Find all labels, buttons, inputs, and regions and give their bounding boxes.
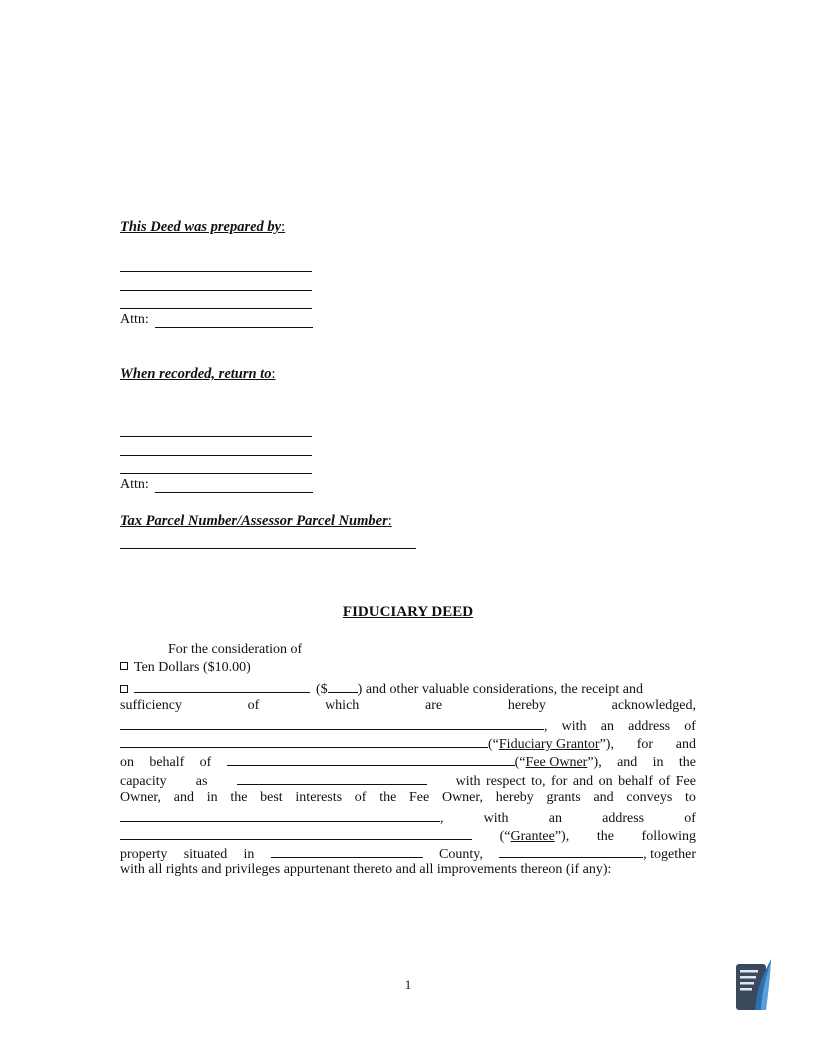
word: conveys	[626, 790, 673, 805]
word: in	[243, 847, 255, 862]
grantee-address-field[interactable]	[120, 826, 472, 840]
word: behalf	[149, 755, 185, 770]
document-title: FIDUCIARY DEED	[342, 604, 474, 620]
option-ten-dollars-label: Ten Dollars ($10.00)	[134, 660, 251, 675]
word: property	[120, 847, 168, 862]
fee-owner-field[interactable]	[227, 752, 515, 766]
word: the	[678, 755, 696, 770]
prepared-by-line-3[interactable]	[120, 308, 312, 309]
paragraph-line-6	[120, 771, 696, 789]
word: in	[206, 790, 218, 805]
paragraph-line-10	[120, 844, 696, 862]
attn-field[interactable]	[155, 314, 313, 328]
comma: ,	[440, 811, 444, 826]
word: for	[636, 737, 654, 752]
word: interests	[295, 790, 343, 805]
word: hereby	[507, 698, 546, 713]
other-amount-field[interactable]	[134, 679, 310, 693]
word: of	[354, 790, 367, 805]
paragraph-line-4	[120, 734, 696, 752]
word: the	[230, 790, 248, 805]
word: which	[325, 698, 360, 713]
comma: ,	[544, 719, 548, 734]
attn-field[interactable]	[155, 479, 313, 493]
word: situated	[183, 847, 228, 862]
paragraph-line-2	[120, 697, 696, 715]
quote-open: (“	[514, 755, 526, 770]
return-to-line-2[interactable]	[120, 455, 312, 456]
word: the	[379, 790, 397, 805]
word: with	[483, 811, 509, 826]
prepared-by-heading: This Deed was prepared by:	[120, 219, 286, 235]
word: of	[684, 719, 696, 734]
word: County,	[439, 847, 483, 862]
checkbox-other-amount[interactable]	[120, 685, 128, 693]
quote-close: ”),	[554, 829, 570, 844]
word: acknowledged,	[611, 698, 696, 713]
option-ten-dollars[interactable]	[120, 660, 251, 676]
document-logo-icon	[735, 958, 773, 1012]
grantee-name-field[interactable]	[120, 808, 440, 822]
line6-text: with respect to, for and on behalf of Fee	[455, 774, 696, 789]
return-to-line-3[interactable]	[120, 473, 312, 474]
word: and	[675, 737, 696, 752]
fiduciary-name-field[interactable]	[120, 716, 544, 730]
word: grants	[546, 790, 581, 805]
word: as	[195, 774, 208, 789]
word: hereby	[495, 790, 534, 805]
capacity-field[interactable]	[237, 771, 427, 785]
word: the	[596, 829, 614, 844]
word: address	[602, 811, 645, 826]
paragraph-line-7	[120, 789, 696, 807]
term-fiduciary-grantor: Fiduciary Grantor	[498, 737, 600, 752]
word: of	[684, 811, 696, 826]
word: an	[600, 719, 614, 734]
return-to-attn[interactable]	[120, 477, 313, 493]
paragraph-line-11: with all rights and privileges appurtenant thereto and all improvements thereon (if any):	[120, 862, 612, 877]
word: Owner,	[441, 790, 483, 805]
quote-open: (“	[499, 829, 511, 844]
dollar-amount-field[interactable]	[328, 679, 358, 693]
word: capacity	[120, 774, 167, 789]
word: sufficiency	[120, 698, 182, 713]
quote-close: ”),	[587, 755, 602, 770]
tax-parcel-heading: Tax Parcel Number/Assessor Parcel Number:	[120, 513, 392, 529]
word: address	[628, 719, 671, 734]
word: Fee	[409, 790, 430, 805]
state-field[interactable]	[499, 844, 643, 858]
word: with	[561, 719, 587, 734]
word: following	[641, 829, 696, 844]
quote-open: (“	[488, 737, 499, 752]
county-field[interactable]	[271, 844, 423, 858]
word: best	[260, 790, 283, 805]
term-grantee: Grantee	[510, 829, 555, 844]
line1-text: ) and other valuable considerations, the receipt and	[357, 682, 644, 697]
fiduciary-address-field[interactable]	[120, 734, 488, 748]
tax-parcel-line[interactable]	[120, 548, 416, 549]
paragraph-line-3	[120, 716, 696, 734]
term-fee-owner: Fee Owner	[525, 755, 588, 770]
attn-label: Attn:	[120, 312, 149, 327]
word: to	[685, 790, 696, 805]
attn-label: Attn:	[120, 477, 149, 492]
line10-end: , together	[643, 847, 696, 862]
paragraph-line-1	[120, 679, 696, 697]
word: in	[652, 755, 664, 770]
prepared-by-line-1[interactable]	[120, 271, 312, 272]
paragraph-line-8	[120, 808, 696, 826]
consideration-intro: For the consideration of	[168, 642, 303, 657]
word: are	[425, 698, 443, 713]
checkbox-ten-dollars[interactable]	[120, 662, 128, 670]
paragraph-line-9	[120, 826, 696, 844]
word: and	[593, 790, 614, 805]
word: Owner,	[120, 790, 162, 805]
word: of	[199, 755, 212, 770]
word: an	[548, 811, 562, 826]
page-number: 1	[404, 977, 412, 992]
word: and	[173, 790, 194, 805]
dollar-sign: ($	[316, 682, 328, 697]
return-to-line-1[interactable]	[120, 436, 312, 437]
word: of	[247, 698, 260, 713]
prepared-by-line-2[interactable]	[120, 290, 312, 291]
word: and	[617, 755, 638, 770]
return-to-heading: When recorded, return to:	[120, 366, 276, 382]
prepared-by-attn[interactable]	[120, 312, 313, 328]
word: on	[120, 755, 134, 770]
paragraph-line-5	[120, 752, 696, 770]
quote-close: ”),	[599, 737, 614, 752]
